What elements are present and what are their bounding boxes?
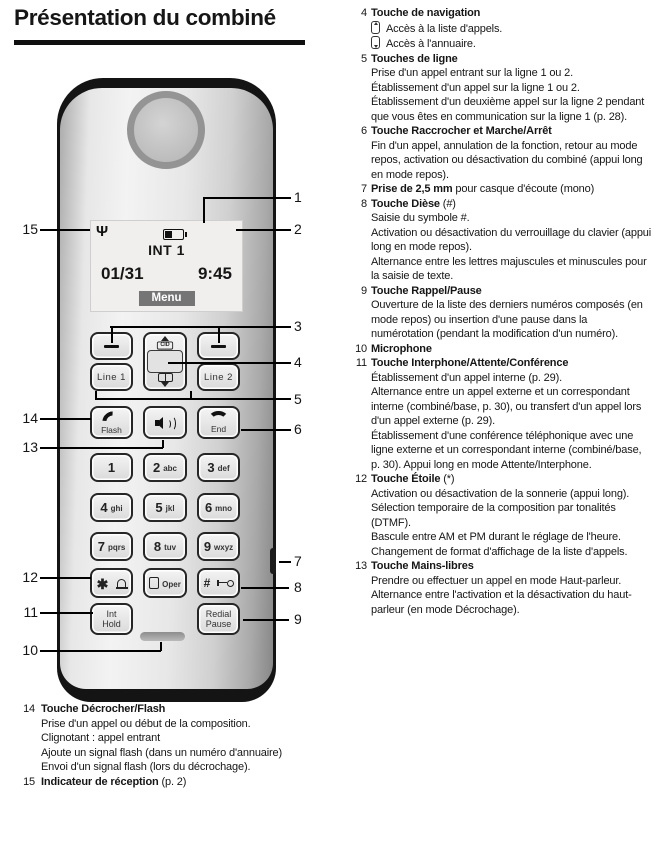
line2-key: Line 2 [197, 363, 240, 391]
digit-letters: pqrs [107, 543, 126, 552]
callout-line [190, 391, 192, 399]
digit-label: 1 [107, 460, 116, 475]
speaker-key [143, 406, 187, 439]
digit-letters: mno [215, 504, 233, 513]
legend-item-title: Touche Rappel/Pause [371, 284, 482, 297]
callout-line [40, 229, 90, 231]
legend-item-title: Touche Dièse [371, 197, 440, 210]
legend-item-title-line [371, 197, 652, 212]
legend-item-number: 7 [361, 183, 367, 195]
legend-item-title: Microphone [371, 342, 432, 355]
legend-text: Activation ou désactivation de la sonnerie (appui long). [371, 487, 630, 500]
keylock-icon [217, 579, 233, 587]
legend-text: Prise d'un appel entrant sur la ligne 1 ou 2. [371, 67, 574, 79]
legend-item-number: 6 [361, 125, 367, 137]
hash-symbol: # [203, 576, 211, 590]
digit-key-9 [197, 532, 240, 561]
legend-text: Établissement d'un appel interne (p. 29). [371, 371, 563, 384]
star-key [90, 568, 133, 598]
legend-text: Sélection temporaire de la composition par tonalités (DTMF). [371, 502, 616, 529]
legend-text: Clignotant : appel entrant [41, 732, 161, 744]
legend-item-14 [14, 702, 301, 775]
legend-item-number: 11 [355, 357, 367, 369]
digit-label: 3 [207, 460, 215, 475]
callout-line [111, 326, 113, 343]
legend-item-10 [352, 342, 652, 357]
callout-line [162, 440, 164, 448]
digit-letters: def [217, 464, 230, 473]
legend-item-title-line [371, 342, 652, 357]
legend-text: Alternance entre un appel externe et un correspondant interne (combiné/base, p. 30), ou transfert d'un appel lors d'un appel externe (p. 29). [371, 386, 642, 427]
softkey-dash-icon [211, 345, 226, 348]
hash-key [197, 568, 240, 598]
callout-line [279, 561, 291, 563]
digit-letters: abc [163, 464, 178, 473]
flash-key [90, 406, 133, 439]
callout-15: 15 [22, 221, 38, 237]
end-key-label: End [210, 424, 227, 434]
callout-line [110, 326, 291, 328]
legend-text: Accès à la liste d'appels. [386, 22, 503, 35]
callout-line [40, 447, 163, 449]
phonebook-icon [158, 373, 173, 382]
legend-item-7 [352, 182, 652, 197]
legend-text: Établissement d'une conférence téléphonique avec une ligne externe et un correspondant interne (combiné/base, p. 30). Appui long en mode Attente/Interphone. [371, 429, 642, 471]
nav-down-icon [371, 36, 380, 49]
speaker-icon [155, 415, 176, 431]
legend-text: Alternance entre les lettres majuscules et minuscules pour la saisie de texte. [371, 255, 647, 282]
display-int-status: INT 1 [148, 242, 185, 258]
line1-key: Line 1 [90, 363, 133, 391]
microphone-slot [140, 632, 185, 641]
legend-item-title-suffix: (*) [440, 473, 455, 485]
callout-line [241, 429, 291, 431]
callout-line [95, 398, 291, 400]
legend-item-number: 14 [23, 703, 35, 715]
legend-left-column [14, 702, 301, 789]
callout-9: 9 [294, 611, 302, 627]
legend-item-title-line [41, 775, 301, 790]
legend-item-title: Touches de ligne [371, 52, 458, 65]
digit-key-5 [143, 493, 187, 522]
callout-line [218, 326, 220, 343]
digit-key-2 [143, 453, 187, 482]
legend-item-number: 9 [361, 284, 367, 297]
digit-key-8 [143, 532, 187, 561]
digit-key-4 [90, 493, 133, 522]
digit-key-1 [90, 453, 133, 482]
callout-4: 4 [294, 354, 302, 370]
callout-line [40, 418, 91, 420]
digit-key-3 [197, 453, 240, 482]
legend-text: Établissement d'un deuxième appel sur la ligne 2 pendant que vous êtes en communication sur la ligne 1 (p. 28). [371, 96, 645, 123]
legend-item-number: 8 [361, 197, 367, 210]
legend-item-number: 12 [355, 473, 367, 485]
legend-item-4 [352, 6, 652, 52]
bell-icon [117, 579, 126, 587]
legend-item-number: 15 [23, 775, 35, 788]
legend-item-title: Touche Étoile [371, 473, 441, 485]
legend-icon-line [371, 36, 652, 52]
redial-pause-key: Redial Pause [197, 603, 240, 635]
callout-line [236, 229, 291, 231]
legend-text: Envoi d'un signal flash (lors du décrochage). [41, 761, 251, 773]
callout-line [168, 362, 291, 364]
flash-key-label: Flash [101, 425, 122, 435]
legend-item-5 [352, 52, 652, 125]
zero-letters: Oper [162, 579, 181, 589]
digit-label: 2 [152, 460, 161, 475]
callout-11: 11 [23, 604, 38, 620]
int-hold-key: Int Hold [90, 603, 133, 635]
digit-label: 6 [204, 500, 213, 515]
legend-item-title: Touche Mains-libres [371, 560, 474, 572]
legend-item-11 [352, 356, 652, 472]
signal-strength-icon: Ψ [96, 223, 109, 240]
digit-label: 4 [100, 500, 108, 515]
legend-text: Saisie du symbole #. [371, 212, 470, 224]
callout-line [40, 650, 161, 652]
callout-line [203, 197, 291, 199]
digit-label: 5 [155, 500, 163, 515]
legend-item-6 [352, 124, 652, 182]
digit-letters: tuv [164, 543, 177, 552]
callout-1: 1 [294, 189, 302, 205]
legend-item-15 [14, 775, 301, 790]
legend-text: Prise d'un appel ou début de la composition. [41, 717, 251, 730]
callout-12: 12 [22, 569, 38, 585]
display-time: 9:45 [197, 264, 232, 283]
legend-item-13 [352, 559, 652, 617]
callout-13: 13 [22, 439, 38, 455]
legend-item-title-line [371, 182, 652, 197]
callout-line [241, 587, 289, 589]
callout-8: 8 [294, 579, 302, 595]
cid-list-icon: CID [157, 341, 173, 349]
callout-6: 6 [294, 421, 302, 437]
digit-label: 9 [203, 539, 212, 554]
headset-jack-2-5mm [270, 548, 276, 574]
legend-item-number: 13 [355, 560, 367, 572]
digit-key-7 [90, 532, 133, 561]
display-screen [90, 220, 243, 312]
digit-letters: wxyz [214, 543, 234, 552]
digit-key-6 [197, 493, 240, 522]
legend-item-title-line [371, 356, 652, 371]
legend-item-title-suffix: (p. 2) [158, 775, 187, 788]
legend-item-title: Touche Interphone/Attente/Conférence [371, 357, 569, 369]
digit-label: 8 [153, 539, 162, 554]
callout-line [40, 577, 91, 579]
legend-item-12 [352, 472, 652, 559]
legend-item-number: 5 [361, 52, 367, 65]
callout-line [95, 391, 97, 399]
legend-item-title-line [371, 284, 652, 299]
legend-text: Établissement d'un appel sur la ligne 1 ou 2. [371, 81, 580, 94]
legend-item-8 [352, 197, 652, 284]
nav-up-arrow-icon [161, 336, 169, 341]
legend-item-number: 10 [355, 342, 367, 355]
legend-item-9 [352, 284, 652, 342]
digit-letters: jkl [165, 504, 175, 513]
legend-text: Alternance entre l'activation et la désactivation du haut-parleur (en mode Décrochage). [371, 589, 632, 616]
digit-label: 7 [97, 539, 105, 554]
legend-text: Accès à l'annuaire. [386, 38, 476, 50]
menu-softkey-label: Menu [138, 291, 194, 306]
earpiece-speaker [127, 91, 205, 169]
legend-item-title: Touche Raccrocher et Marche/Arrêt [371, 125, 552, 137]
callout-line [40, 612, 93, 614]
legend-item-title: Touche Décrocher/Flash [41, 703, 166, 715]
legend-text: Ajoute un signal flash (dans un numéro d'annuaire) [41, 746, 283, 759]
legend-icon-line [371, 21, 652, 37]
callout-7: 7 [294, 553, 302, 569]
legend-text: Ouverture de la liste des derniers numéros composés (en mode repos) ou insertion d'une pause dans la numérotation (pendant la modification d'un numéro). [371, 299, 643, 340]
callout-line [203, 197, 205, 223]
callout-5: 5 [294, 391, 302, 407]
zero-symbol [149, 577, 159, 589]
legend-text: Fin d'un appel, annulation de la fonction, retour au mode repos, activation ou désactivation du combiné (appui long en mode repos). [371, 139, 643, 181]
end-key [197, 406, 240, 439]
legend-item-title: Touche de navigation [371, 7, 481, 19]
nav-up-icon [371, 21, 380, 34]
legend-item-title-line [371, 6, 652, 21]
digit-letters: ghi [110, 504, 123, 513]
battery-level-icon [163, 229, 184, 240]
callout-line [243, 619, 289, 621]
legend-text: Bascule entre AM et PM durant le réglage de l'heure. [371, 531, 621, 543]
display-date: 01/31 [101, 264, 144, 283]
nav-down-arrow-icon [161, 382, 169, 387]
page-title: Présentation du combiné [14, 5, 276, 30]
legend-text: Prendre ou effectuer un appel en mode Haut-parleur. [371, 574, 622, 587]
callout-10: 10 [22, 642, 38, 658]
legend-item-title: Prise de 2,5 mm [371, 183, 453, 195]
title-rule [14, 40, 305, 45]
legend-text: Changement de format d'affichage de la liste d'appels. [371, 545, 628, 558]
callout-2: 2 [294, 221, 302, 237]
legend-item-title-line [371, 52, 652, 67]
star-symbol: ✱ [96, 576, 109, 592]
callout-line [160, 642, 162, 651]
zero-key [143, 568, 187, 598]
legend-text: Activation ou désactivation du verrouillage du clavier (appui long en mode repos). [371, 226, 652, 253]
legend-item-title: Indicateur de réception [41, 775, 159, 788]
callout-3: 3 [294, 318, 302, 334]
softkey-dash-icon [104, 345, 119, 348]
legend-item-title-line [371, 559, 652, 574]
handset-illustration [57, 78, 276, 702]
callout-14: 14 [22, 410, 38, 426]
legend-item-title-line [371, 472, 652, 487]
legend-right-column [352, 6, 652, 617]
legend-item-title-line [371, 124, 652, 139]
legend-item-title-suffix: (#) [439, 197, 456, 210]
legend-item-title-suffix: pour casque d'écoute (mono) [452, 183, 595, 195]
legend-item-number: 4 [361, 7, 367, 19]
legend-item-title-line [41, 702, 301, 717]
